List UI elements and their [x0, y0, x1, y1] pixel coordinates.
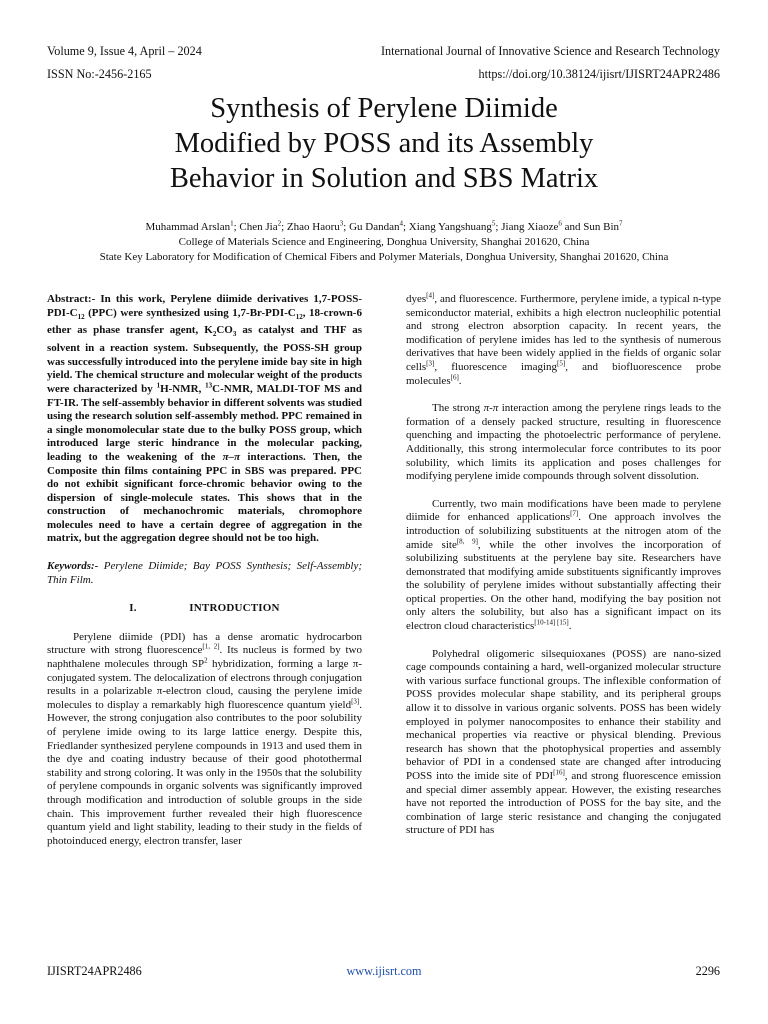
body-paragraph: Polyhedral oligomeric silsequioxanes (POSS) are nano-sized cage compounds containing a hard, well-organized molecular structure with various surface functional groups. The inflexible conformation of POSS provides molecular shape stability, and its peripheral groups allow it to dissolve in various organic solvents. POSS has been widely employed in polymer nanocomposites to enhance their stability and mechanical properties via reactive or physical blending. Previous research has shown that the photophysical properties and assembly behavior of PDI in a condensed state are changed after introducing POSS into the imide site of PDI[16], and strong fluorescence emission and special dimer assembly appear. However, the existing researches have not reported the introduction of POSS for the bay site, and the combination of large steric resistance and changing the conjugated structure of PDI has	[406, 647, 721, 837]
issn: ISSN No:-2456-2165	[47, 67, 152, 81]
footer-website-link[interactable]: www.ijisrt.com	[346, 964, 422, 978]
affiliation: State Key Laboratory for Modification of Chemical Fibers and Polymer Materials, Donghua University, Shanghai 201620, China	[99, 251, 669, 263]
title-line: Behavior in Solution and SBS Matrix	[169, 163, 599, 194]
keywords: Keywords:- Perylene Diimide; Bay POSS Synthesis; Self-Assembly; Thin Film.	[47, 560, 362, 586]
body-paragraph: Currently, two main modifications have been made to perylene diimide for enhanced applications[7]. One approach involves the introduction of solubilizing substituents at the nitrogen atom of the amide site[8, 9], while the other involves the incorporation of solubilizing substituents at the perylene bay site. Researchers have demonstrated that modifying amide substituents significantly improves the solubility of perylene imides without substantially affecting their optical properties. On the other hand, modifying the bay position not only alters the solubility, but also has a significant impact on its electron cloud characteristics[10-14] [15].	[406, 497, 721, 633]
author-list: Muhammad Arslan$^1$; Chen Jia$^2$; Zhao Haoru$^3$; Gu Dandan$^4$; Xiang Yangshuang$^5$; Jiang Xiaoze$^6$ and Sun Bin$^7$	[145, 219, 623, 233]
page-number: 2296	[695, 964, 720, 978]
affiliation: College of Materials Science and Engineering, Donghua University, Shanghai 201620, China	[178, 236, 590, 248]
keywords-label: Keywords:-	[47, 560, 99, 573]
intro-paragraph: Perylene diimide (PDI) has a dense aromatic hydrocarbon structure with strong fluorescence[1, 2]. Its nucleus is formed by two naphthalene molecules through $SP^2$ hybridization, forming a large π-conjugated system. The delocalization of electrons through conjugation results in a polarizable π-electron cloud, causing the perylene imide molecules to display a remarkably high fluorescence quantum yield[3]. However, the strong conjugation also contributes to the poor solubility of perylene imide owing to its large lattice energy. Despite this, Friedlander synthesized perylene compounds in 1913 and used them in the dye and coating industry because of their good photothermal stability and strong coloring. It was only in the 1950s that the solubility of perylene compounds in organic solvents was significantly improved through modification and introduction of soluble groups in the side chain. This improvement further revealed their high fluorescence quantum yield and light stability, leading to their study in the fields of photoinduced energy, electron transfer, laser	[47, 630, 362, 847]
left-column	[47, 293, 362, 848]
doi-link[interactable]: https://doi.org/10.38124/ijisrt/IJISRT24APR2486	[478, 67, 720, 81]
volume-info: Volume 9, Issue 4, April – 2024	[47, 44, 202, 58]
body-paragraph: The strong π-π interaction among the perylene rings leads to the formation of a densely packed structure, resulting in fluorescence quenching and impacting the photoelectric performance of perylene. Additionally, this strong intermolecular force contributes to its poor solubility, which limits its application and poses challenges for modifying perylene imide compounds through solvent dissolution.	[406, 402, 722, 483]
body-paragraph: dyes[4], and fluorescence. Furthermore, perylene imide, a typical n-type semiconductor material, exhibits a high electron nucleophilic potential and strong electron absorption capacity. In recent years, the modification of perylene imides has led to the synthesis of numerous derivatives that have been widely applied in the fields of organic solar cells[3], fluorescence imaging[5], and biofluorescence probe molecules[6].	[406, 291, 721, 387]
abstract: Abstract:- In this work, Perylene diimide derivatives $1,7-POSS-PDI-C_{12}$ (PPC) were synthesized using $1,7-Br-PDI-C_{12}$, 18-crown-6 ether as phase transfer agent, $K_2CO_3$ as catalyst and THF as solvent in a reaction system. Subsequently, the POSS-SH group was successfully introduced into the perylene imide bay site in high yield. The chemical structure and molecular weight of the products were characterized by $^1$H-NMR, $^{13}$C-NMR, MALDI-TOF MS and FT-IR. The self-assembly behavior in different solvents was studied using the research solution self-assembly method. PPC remained in a single monomolecular state due to the bulky POSS group, which introduced large steric hindrance in the molecular packing, leading to the weakening of the π–π interactions. Then, the Composite thin films containing PPC in SBS was prepared. PPC do not exhibit significant force-chromic behavior owing to the dispersion of single-molecule states. This shows that in the construction of mechanochromic materials, chromophore molecules need to have a certain degree of aggregation in the matrix, but the aggregation degree should not be too high.	[47, 293, 362, 545]
section-heading: I. INTRODUCTION	[129, 602, 280, 615]
title-line: Synthesis of Perylene Diimide	[210, 93, 558, 124]
author-block	[0, 220, 768, 265]
paper-title	[0, 91, 768, 196]
right-column	[406, 293, 721, 838]
journal-name: International Journal of Innovative Science and Research Technology	[380, 44, 720, 58]
footer-paper-id: IJISRT24APR2486	[47, 964, 142, 978]
title-line: Modified by POSS and its Assembly	[174, 128, 594, 159]
